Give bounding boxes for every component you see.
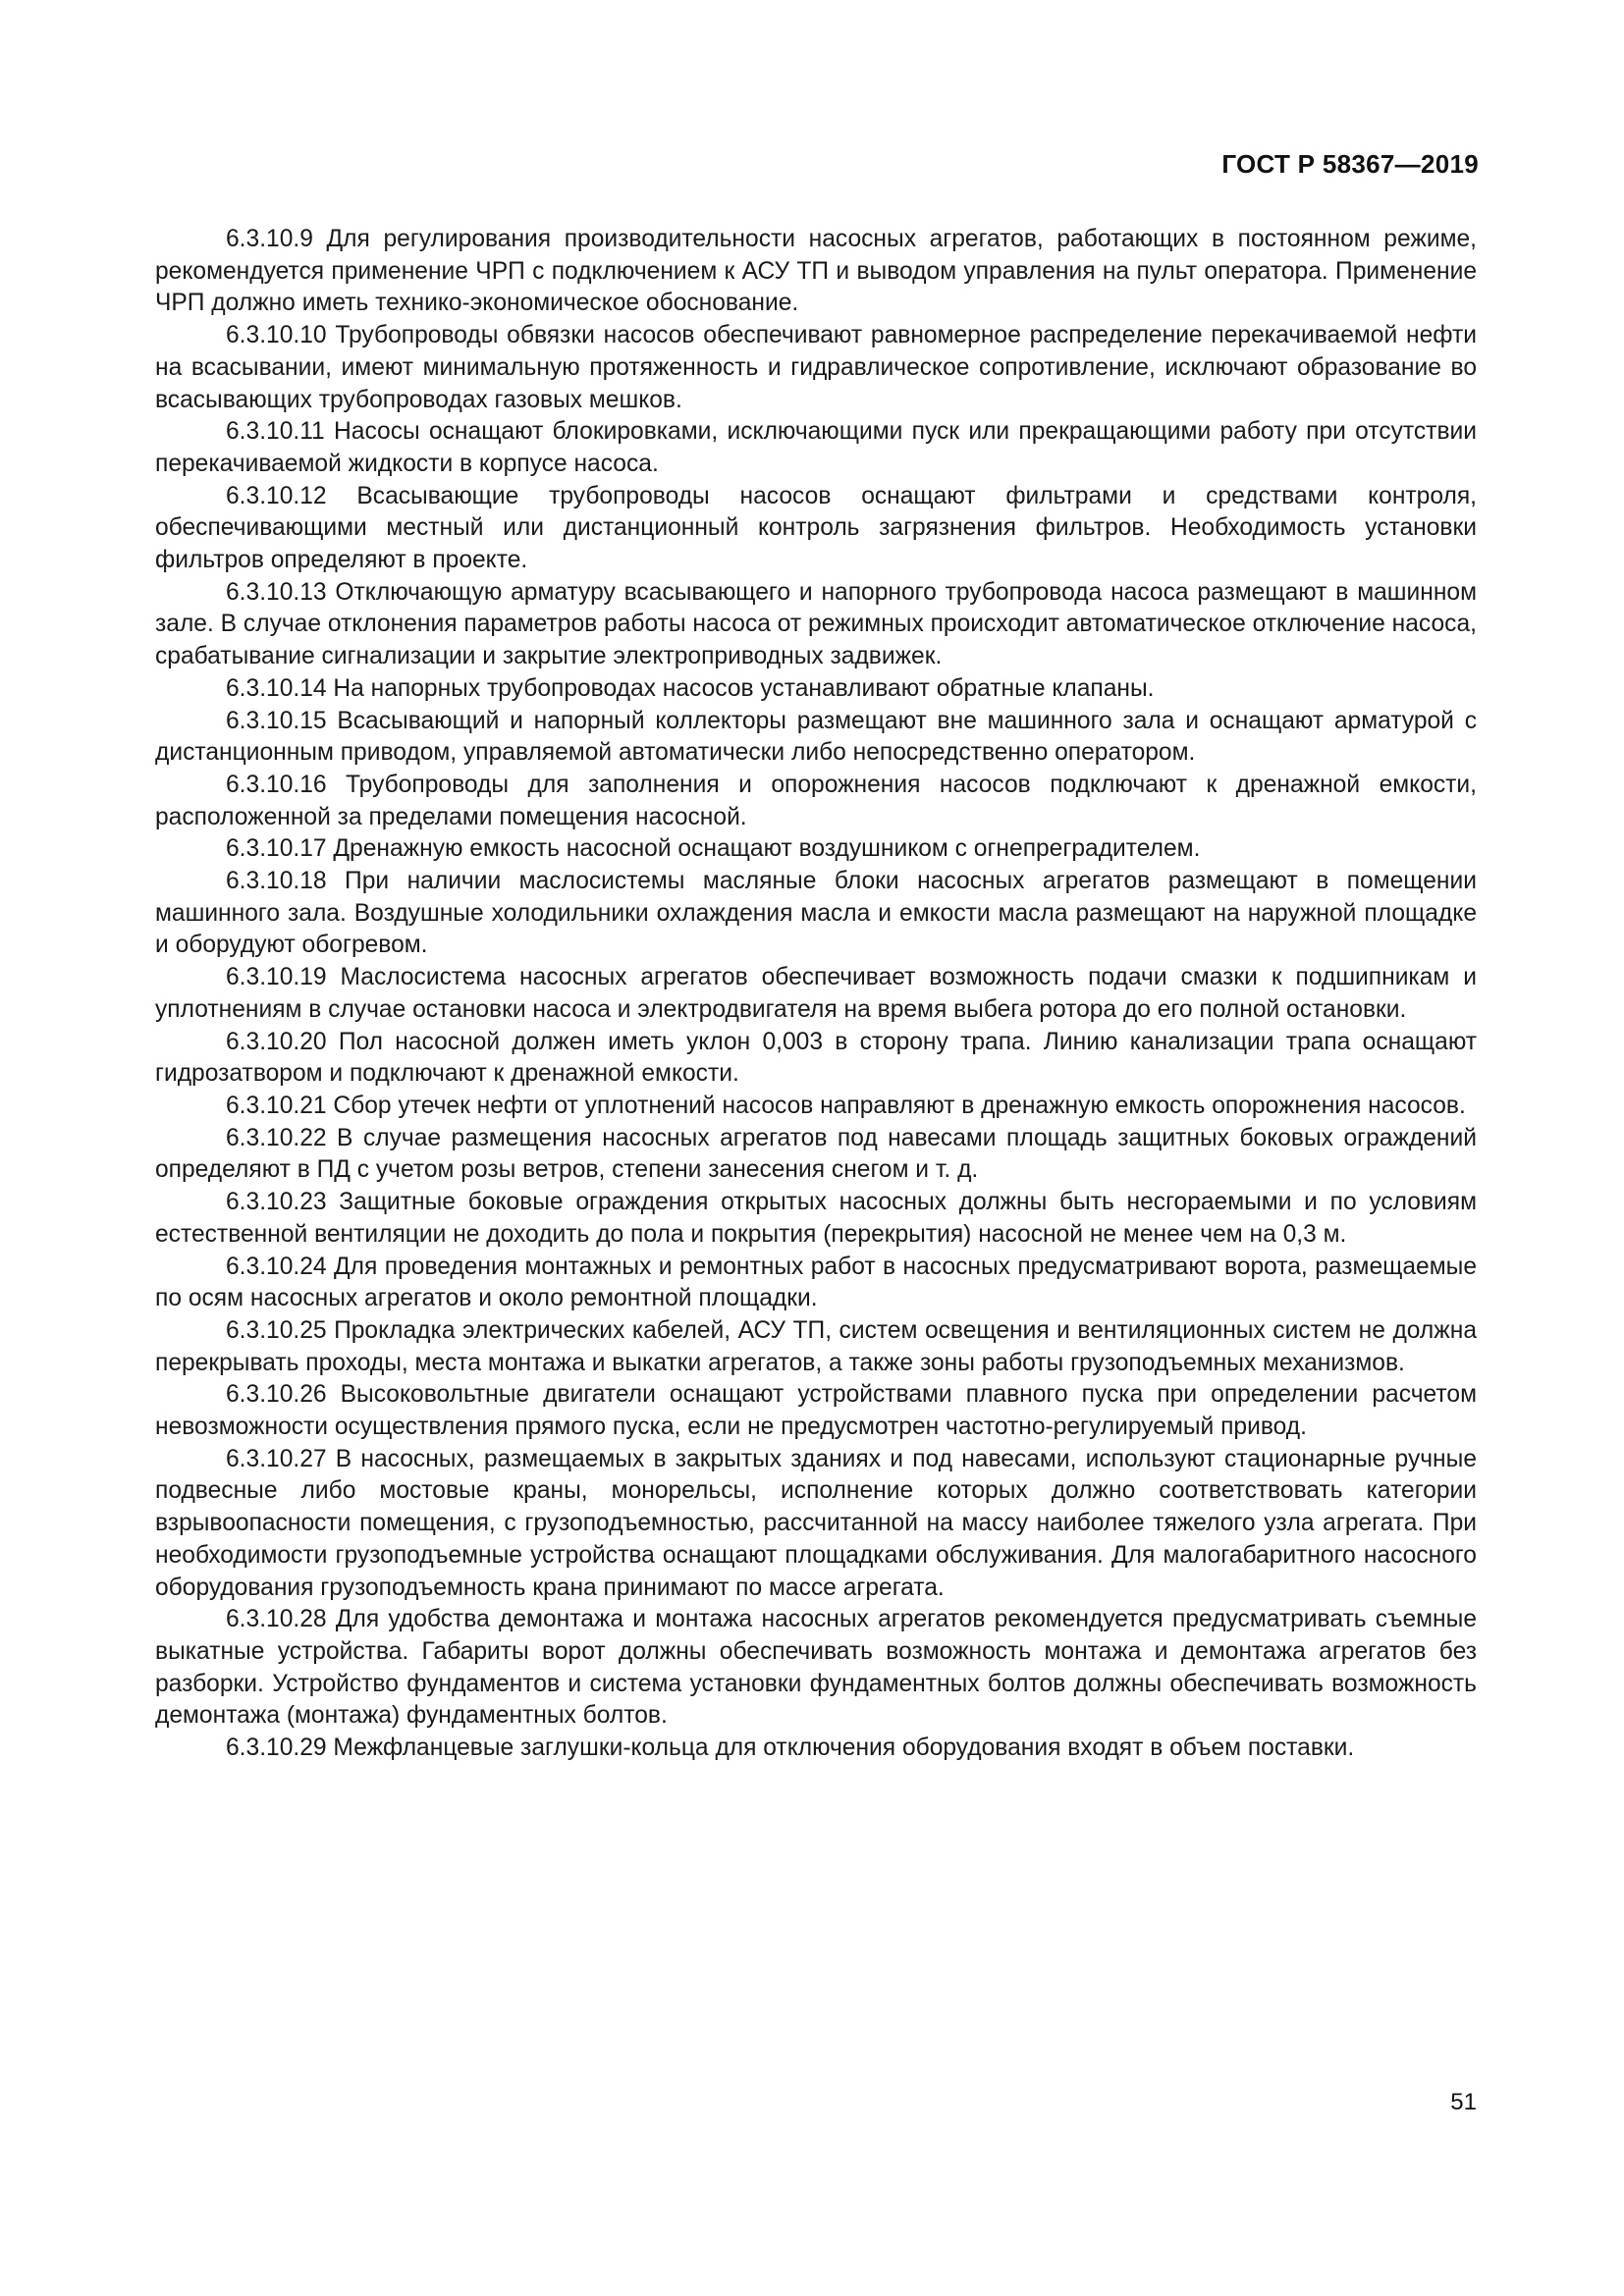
paragraph-6-3-10-12: 6.3.10.12 Всасывающие трубопроводы насосов оснащают фильтрами и средствами контроля, обеспечивающими местный или дистанционный контроль загрязнения фильтров. Необходимость установки фильтров определяют в проекте. bbox=[155, 482, 1477, 574]
paragraph-6-3-10-9: 6.3.10.9 Для регулирования производительности насосных агрегатов, работающих в постоянном режиме, рекомендуется применение ЧРП с подключением к АСУ ТП и выводом управления на пульт оператора. Применение ЧРП должно иметь технико-экономическое обоснование. bbox=[155, 226, 1477, 317]
paragraph-6-3-10-26: 6.3.10.26 Высоковольтные двигатели оснащают устройствами плавного пуска при определении расчетом невозможности осуществления прямого пуска, если не предусмотрен частотно-регулируемый привод. bbox=[155, 1381, 1477, 1441]
paragraph-6-3-10-23: 6.3.10.23 Защитные боковые ограждения открытых насосных должны быть несгораемыми и по условиям естественной вентиляции не доходить до пола и покрытия (перекрытия) насосной не менее чем на 0,3 м. bbox=[155, 1189, 1477, 1248]
paragraph-6-3-10-28: 6.3.10.28 Для удобства демонтажа и монтажа насосных агрегатов рекомендуется предусматривать съемные выкатные устройства. Габариты ворот должны обеспечивать возможность монтажа и демонтажа агрегатов без разборки. Устройство фундаментов и система установки фундаментных болтов должны обеспечивать возможность демонтажа (монтажа) фундаментных болтов. bbox=[155, 1606, 1477, 1730]
paragraph-6-3-10-24: 6.3.10.24 Для проведения монтажных и ремонтных работ в насосных предусматривают ворота, размещаемые по осям насосных агрегатов и около ремонтной площадки. bbox=[155, 1253, 1477, 1312]
page-number: 51 bbox=[1450, 2089, 1477, 2115]
paragraph-6-3-10-10: 6.3.10.10 Трубопроводы обвязки насосов обеспечивают равномерное распределение перекачиваемой нефти на всасывании, имеют минимальную протяженность и гидравлическое сопротивление, исключают образование во всасывающих трубопроводах газовых мешков. bbox=[155, 322, 1477, 413]
paragraph-6-3-10-11: 6.3.10.11 Насосы оснащают блокировками, исключающими пуск или прекращающими работу при отсутствии перекачиваемой жидкости в корпусе насоса. bbox=[155, 418, 1477, 477]
paragraph-6-3-10-13: 6.3.10.13 Отключающую арматуру всасывающего и напорного трубопровода насоса размещают в машинном зале. В случае отклонения параметров работы насоса от режимных происходит автоматическое отключение насоса, срабатывание сигнализации и закрытие электроприводных задвижек. bbox=[155, 578, 1477, 670]
paragraph-6-3-10-14: 6.3.10.14 На напорных трубопроводах насосов устанавливают обратные клапаны. bbox=[226, 674, 1155, 702]
paragraph-6-3-10-22: 6.3.10.22 В случае размещения насосных агрегатов под навесами площадь защитных боковых ограждений определяют в ПД с учетом розы ветров, степени занесения снегом и т. д. bbox=[155, 1124, 1477, 1184]
paragraph-6-3-10-21: 6.3.10.21 Сбор утечек нефти от уплотнений насосов направляют в дренажную емкость опорожнения насосов. bbox=[226, 1092, 1466, 1119]
paragraph-6-3-10-17: 6.3.10.17 Дренажную емкость насосной оснащают воздушником с огнепреградителем. bbox=[226, 835, 1201, 863]
paragraph-6-3-10-29: 6.3.10.29 Межфланцевые заглушки-кольца для отключения оборудования входят в объем поставки. bbox=[226, 1735, 1355, 1762]
paragraph-6-3-10-27: 6.3.10.27 В насосных, размещаемых в закрытых зданиях и под навесами, используют стационарные ручные подвесные либо мостовые краны, монорельсы, исполнение которых должно соответствовать категории взрывоопасности помещения, с грузоподъемностью, рассчитанной на массу наиболее тяжелого узла агрегата. При необходимости грузоподъемные устройства оснащают площадками обслуживания. Для малогабаритного насосного оборудования грузоподъемность крана принимают по массе агрегата. bbox=[155, 1445, 1477, 1601]
document-standard-header: ГОСТ Р 58367—2019 bbox=[1221, 149, 1479, 179]
document-body bbox=[155, 224, 1477, 1765]
paragraph-6-3-10-20: 6.3.10.20 Пол насосной должен иметь уклон 0,003 в сторону трапа. Линию канализации трапа оснащают гидрозатвором и подключают к дренажной емкости. bbox=[155, 1028, 1477, 1088]
paragraph-6-3-10-15: 6.3.10.15 Всасывающий и напорный коллекторы размещают вне машинного зала и оснащают арматурой с дистанционным приводом, управляемой автоматически либо непосредственно оператором. bbox=[155, 707, 1477, 767]
paragraph-6-3-10-19: 6.3.10.19 Маслосистема насосных агрегатов обеспечивает возможность подачи смазки к подшипникам и уплотнениям в случае остановки насоса и электродвигателя на время выбега ротора до его полной остановки. bbox=[155, 964, 1477, 1023]
paragraph-6-3-10-25: 6.3.10.25 Прокладка электрических кабелей, АСУ ТП, систем освещения и вентиляционных систем не должна перекрывать проходы, места монтажа и выкатки агрегатов, а также зоны работы грузоподъемных механизмов. bbox=[155, 1316, 1477, 1376]
paragraph-6-3-10-18: 6.3.10.18 При наличии маслосистемы масляные блоки насосных агрегатов размещают в помещении машинного зала. Воздушные холодильники охлаждения масла и емкости масла размещают на наружной площадке и оборудуют обогревом. bbox=[155, 868, 1477, 959]
paragraph-6-3-10-16: 6.3.10.16 Трубопроводы для заполнения и опорожнения насосов подключают к дренажной емкости, расположенной за пределами помещения насосной. bbox=[155, 771, 1477, 830]
